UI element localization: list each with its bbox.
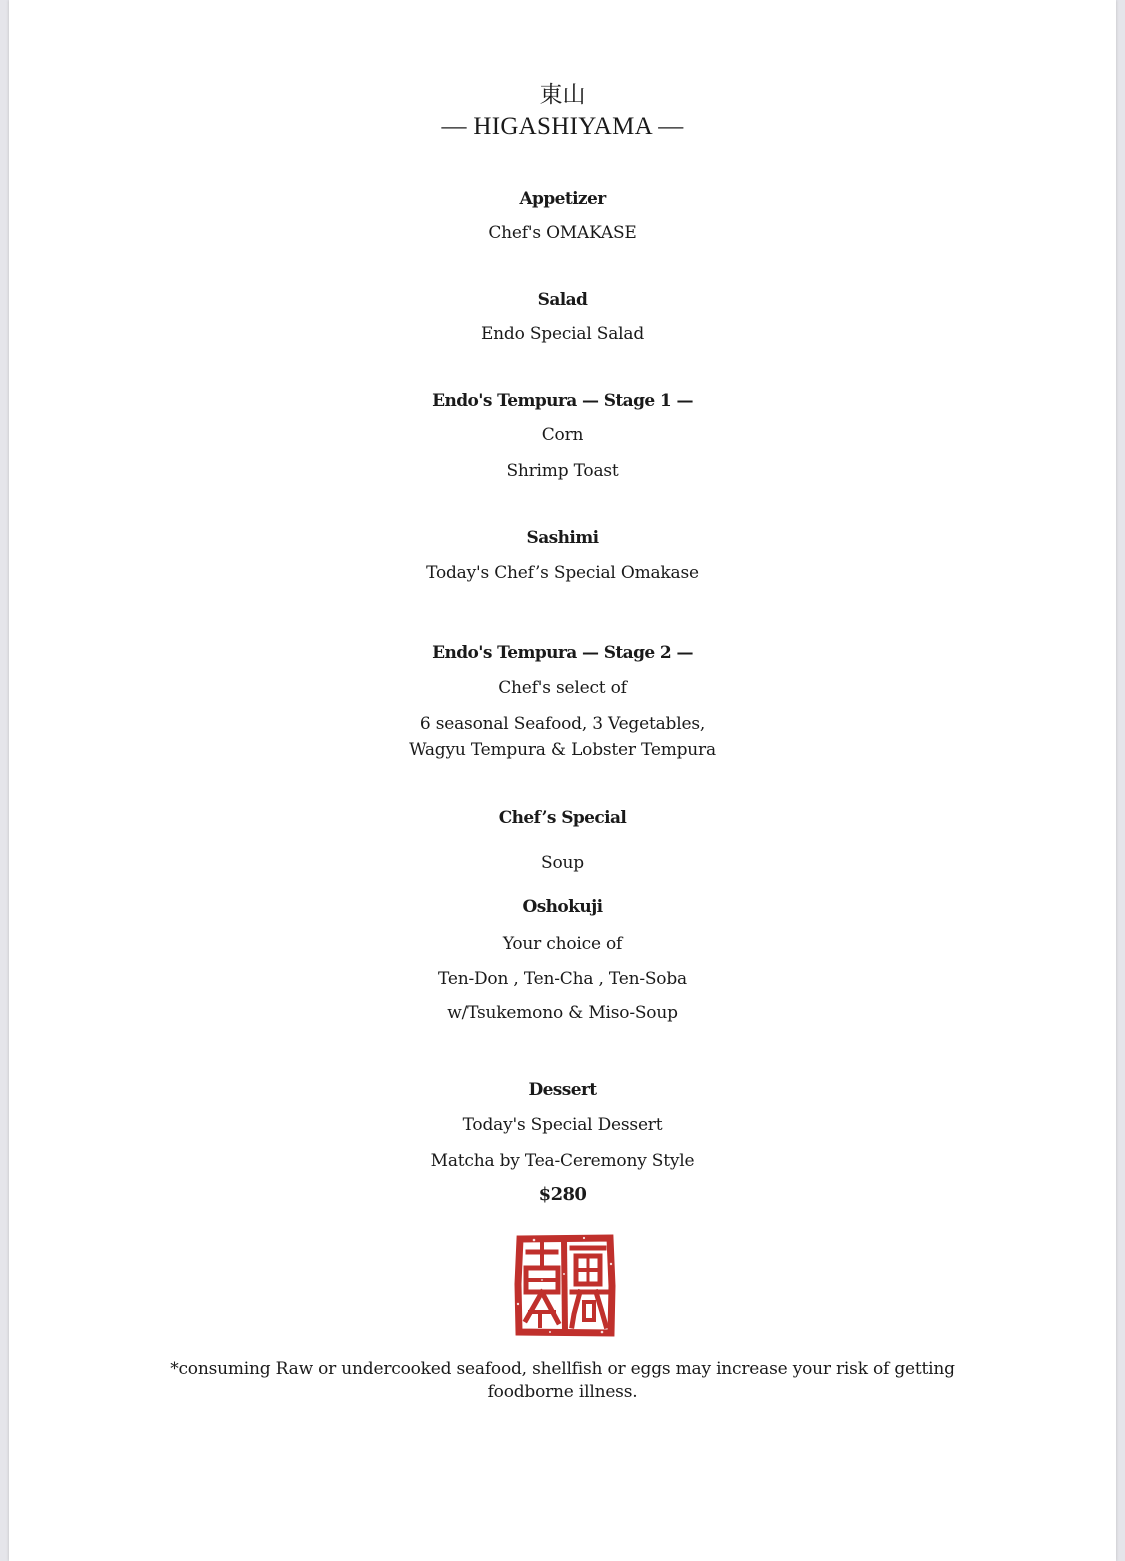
- course-item: Corn: [541, 425, 584, 445]
- course-heading-appetizer: Appetizer: [519, 189, 606, 209]
- course-item: Today's Special Dessert: [462, 1115, 663, 1135]
- course-heading-oshokuji: Oshokuji: [522, 897, 603, 917]
- course-heading-dessert: Dessert: [528, 1080, 597, 1100]
- disclaimer-line-2: foodborne illness.: [487, 1382, 638, 1402]
- course-heading-chefs-special: Chef’s Special: [498, 808, 627, 828]
- course-item: Wagyu Tempura & Lobster Tempura: [409, 740, 716, 760]
- course-heading-salad: Salad: [537, 290, 588, 310]
- course-item: Chef's OMAKASE: [488, 223, 637, 243]
- course-item: 6 seasonal Seafood, 3 Vegetables,: [419, 714, 706, 734]
- course-heading-tempura-stage-2: Endo's Tempura — Stage 2 —: [432, 643, 693, 663]
- course-heading-sashimi: Sashimi: [526, 528, 599, 548]
- course-item: Matcha by Tea-Ceremony Style: [430, 1151, 695, 1171]
- course-item: Shrimp Toast: [506, 461, 619, 481]
- menu-title: — HIGASHIYAMA —: [441, 113, 684, 140]
- disclaimer-line-1: *consuming Raw or undercooked seafood, shellfish or eggs may increase your risk of getting: [170, 1359, 955, 1379]
- course-heading-tempura-stage-1: Endo's Tempura — Stage 1 —: [432, 391, 693, 411]
- red-seal-stamp-icon: [514, 1234, 616, 1337]
- course-item: Soup: [541, 853, 584, 873]
- course-item: Ten-Don , Ten-Cha , Ten-Soba: [438, 969, 687, 989]
- title-japanese: 東山: [539, 82, 586, 108]
- menu-page: [9, 0, 1116, 1561]
- course-item: Today's Chef’s Special Omakase: [426, 563, 699, 583]
- course-item: Your choice of: [502, 934, 623, 954]
- menu-price: $280: [538, 1184, 587, 1205]
- course-item: Chef's select of: [498, 678, 627, 698]
- course-item: Endo Special Salad: [480, 324, 645, 344]
- course-item: w/Tsukemono & Miso-Soup: [447, 1003, 678, 1023]
